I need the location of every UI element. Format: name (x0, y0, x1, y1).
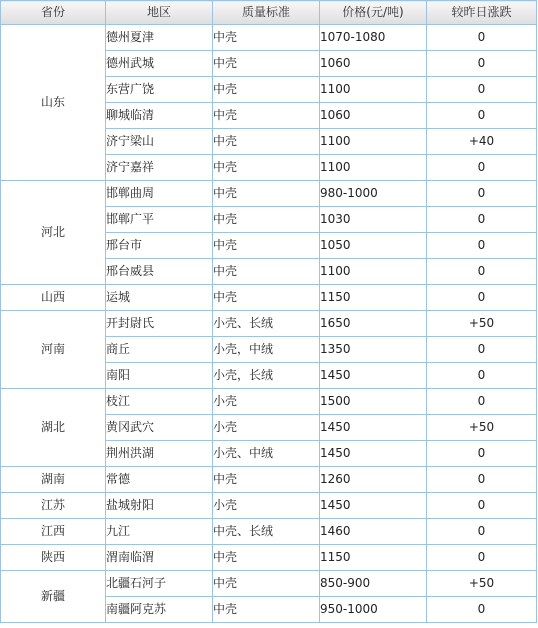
table-body (1, 25, 537, 623)
price-cell: 1150 (320, 285, 427, 311)
change-cell: 0 (427, 467, 537, 493)
price-cell: 1460 (320, 519, 427, 545)
province-cell: 陕西 (1, 545, 106, 571)
change-cell: 0 (427, 25, 537, 51)
quality-cell: 小壳，中绒 (213, 337, 320, 363)
quality-cell: 中壳 (213, 155, 320, 181)
change-cell: 0 (427, 389, 537, 415)
price-cell: 1030 (320, 207, 427, 233)
quality-cell: 中壳 (213, 103, 320, 129)
region-cell: 南阳 (106, 363, 213, 389)
price-cell: 1070-1080 (320, 25, 427, 51)
price-cell: 1100 (320, 155, 427, 181)
quality-cell: 中壳 (213, 259, 320, 285)
province-cell: 山西 (1, 285, 106, 311)
change-cell: 0 (427, 545, 537, 571)
table-row (1, 181, 537, 207)
quality-cell: 中壳 (213, 129, 320, 155)
region-cell: 枝江 (106, 389, 213, 415)
region-cell: 邯郸广平 (106, 207, 213, 233)
change-cell: 0 (427, 77, 537, 103)
quality-cell: 小壳 (213, 415, 320, 441)
price-cell: 980-1000 (320, 181, 427, 207)
change-cell: +50 (427, 311, 537, 337)
region-cell: 盐城射阳 (106, 493, 213, 519)
header-change: 较昨日涨跌 (427, 1, 537, 25)
change-cell: 0 (427, 285, 537, 311)
price-cell: 1060 (320, 51, 427, 77)
change-cell: +50 (427, 571, 537, 597)
quality-cell: 小壳 (213, 389, 320, 415)
change-cell: 0 (427, 597, 537, 623)
price-cell: 1650 (320, 311, 427, 337)
table-row (1, 467, 537, 493)
region-cell: 开封尉氏 (106, 311, 213, 337)
region-cell: 常德 (106, 467, 213, 493)
price-cell: 1500 (320, 389, 427, 415)
header-region: 地区 (106, 1, 213, 25)
quality-cell: 中壳 (213, 207, 320, 233)
header-price: 价格(元/吨) (320, 1, 427, 25)
price-cell: 1100 (320, 77, 427, 103)
price-cell: 1350 (320, 337, 427, 363)
change-cell: 0 (427, 493, 537, 519)
quality-cell: 中壳 (213, 77, 320, 103)
quality-cell: 中壳 (213, 571, 320, 597)
quality-cell: 中壳 (213, 25, 320, 51)
quality-cell: 中壳 (213, 285, 320, 311)
province-cell: 河北 (1, 181, 106, 285)
region-cell: 南疆阿克苏 (106, 597, 213, 623)
change-cell: 0 (427, 441, 537, 467)
price-cell: 1060 (320, 103, 427, 129)
header-quality: 质量标准 (213, 1, 320, 25)
region-cell: 九江 (106, 519, 213, 545)
province-cell: 山东 (1, 25, 106, 181)
region-cell: 聊城临清 (106, 103, 213, 129)
price-cell: 1450 (320, 363, 427, 389)
change-cell: +50 (427, 415, 537, 441)
price-cell: 1450 (320, 493, 427, 519)
table-row (1, 25, 537, 51)
region-cell: 渭南临渭 (106, 545, 213, 571)
price-cell: 1100 (320, 259, 427, 285)
quality-cell: 中壳 (213, 467, 320, 493)
table-row (1, 519, 537, 545)
province-cell: 江苏 (1, 493, 106, 519)
price-cell: 1450 (320, 441, 427, 467)
quality-cell: 中壳 (213, 545, 320, 571)
region-cell: 济宁梁山 (106, 129, 213, 155)
region-cell: 济宁嘉祥 (106, 155, 213, 181)
price-cell: 850-900 (320, 571, 427, 597)
change-cell: 0 (427, 207, 537, 233)
region-cell: 邢台市 (106, 233, 213, 259)
price-cell: 1150 (320, 545, 427, 571)
table-row (1, 545, 537, 571)
price-cell: 950-1000 (320, 597, 427, 623)
header-province: 省份 (1, 1, 106, 25)
quality-cell: 中壳 (213, 51, 320, 77)
province-cell: 新疆 (1, 571, 106, 623)
change-cell: 0 (427, 181, 537, 207)
price-cell: 1050 (320, 233, 427, 259)
quality-cell: 中壳 (213, 597, 320, 623)
region-cell: 北疆石河子 (106, 571, 213, 597)
region-cell: 德州武城 (106, 51, 213, 77)
quality-cell: 小壳，长绒 (213, 363, 320, 389)
region-cell: 商丘 (106, 337, 213, 363)
region-cell: 运城 (106, 285, 213, 311)
change-cell: 0 (427, 363, 537, 389)
province-cell: 湖北 (1, 389, 106, 467)
province-cell: 江西 (1, 519, 106, 545)
table-row (1, 389, 537, 415)
quality-cell: 中壳 (213, 233, 320, 259)
change-cell: 0 (427, 519, 537, 545)
price-cell: 1260 (320, 467, 427, 493)
change-cell: 0 (427, 337, 537, 363)
table-row (1, 571, 537, 597)
region-cell: 邢台威县 (106, 259, 213, 285)
quality-cell: 小壳、中绒 (213, 441, 320, 467)
change-cell: +40 (427, 129, 537, 155)
table-row (1, 285, 537, 311)
change-cell: 0 (427, 259, 537, 285)
table-row (1, 493, 537, 519)
quality-cell: 小壳 (213, 493, 320, 519)
change-cell: 0 (427, 51, 537, 77)
region-cell: 荆州洪湖 (106, 441, 213, 467)
table-row (1, 311, 537, 337)
region-cell: 黄冈武穴 (106, 415, 213, 441)
price-cell: 1100 (320, 129, 427, 155)
quality-cell: 小壳、长绒 (213, 311, 320, 337)
region-cell: 德州夏津 (106, 25, 213, 51)
change-cell: 0 (427, 155, 537, 181)
price-cell: 1450 (320, 415, 427, 441)
header-row (1, 1, 537, 25)
change-cell: 0 (427, 103, 537, 129)
province-cell: 湖南 (1, 467, 106, 493)
region-cell: 东营广饶 (106, 77, 213, 103)
quality-cell: 中壳 (213, 181, 320, 207)
change-cell: 0 (427, 233, 537, 259)
region-cell: 邯郸曲周 (106, 181, 213, 207)
province-cell: 河南 (1, 311, 106, 389)
quality-cell: 中壳、长绒 (213, 519, 320, 545)
